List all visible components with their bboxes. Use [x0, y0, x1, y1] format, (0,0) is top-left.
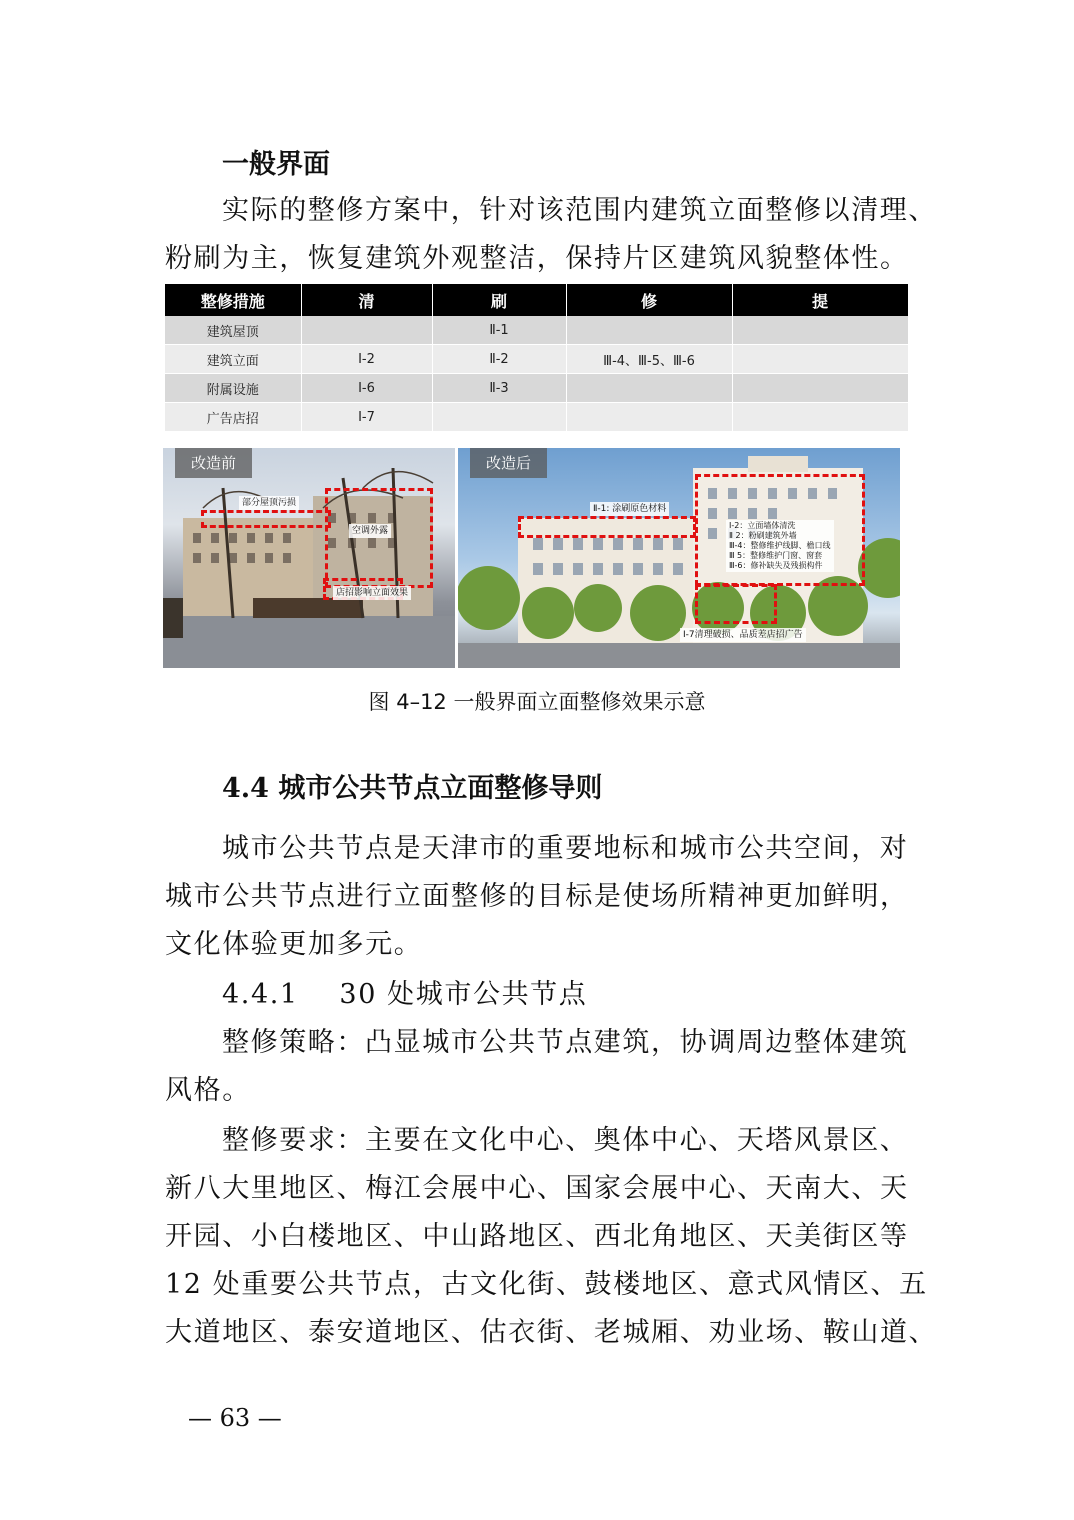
table-cell: [732, 374, 908, 403]
intro-line-2: 粉刷为主，恢复建筑外观整洁，保持片区建筑风貌整体性。: [165, 243, 909, 274]
table-row: [165, 403, 908, 432]
after-note-facade-line: Ⅲ-4：整修维护线脚、檐口线: [729, 541, 831, 550]
before-ac-highlight: [325, 488, 433, 588]
table-cell: [566, 403, 732, 432]
requirements-line-5: 大道地区、泰安道地区、估衣街、老城厢、劝业场、鞍山道、: [165, 1317, 938, 1348]
para1-line-3: 文化体验更加多元。: [165, 929, 423, 960]
intro-line-1: 实际的整修方案中，针对该范围内建筑立面整修以清理、: [222, 195, 937, 226]
section-4-4-heading: 4.4 城市公共节点立面整修导则: [222, 773, 603, 804]
table-cell: [732, 316, 908, 345]
table-row: [165, 316, 908, 345]
table-cell: Ⅱ-1: [432, 316, 566, 345]
table-cell: 建筑立面: [165, 345, 301, 374]
strategy-line-2: 风格。: [165, 1075, 251, 1106]
table-cell: 广告店招: [165, 403, 301, 432]
table-cell: [732, 345, 908, 374]
before-photo: [163, 448, 455, 668]
table-header: 提: [732, 284, 908, 316]
after-photo: [458, 448, 900, 668]
before-note-sign: 店招影响立面效果: [333, 586, 411, 600]
table-cell: Ⅱ-3: [432, 374, 566, 403]
table-row: [165, 345, 908, 374]
table-row: [165, 374, 908, 403]
table-cell: [432, 403, 566, 432]
table-cell: 建筑屋顶: [165, 316, 301, 345]
table-cell: [732, 403, 908, 432]
section-heading: 一般界面: [222, 149, 330, 180]
figure-caption: 图 4–12 一般界面立面整修效果示意: [368, 690, 706, 714]
para1-line-1: 城市公共节点是天津市的重要地标和城市公共空间，对: [222, 833, 909, 864]
table-header: 修: [566, 284, 732, 316]
table-cell: [566, 374, 732, 403]
after-ground-highlight: [695, 584, 777, 624]
before-label: 改造前: [175, 448, 252, 478]
table-header: 刷: [432, 284, 566, 316]
table-header: 清: [301, 284, 432, 316]
after-note-facade-line: Ⅰ-2：立面墙体清洗: [729, 521, 796, 530]
after-roof-highlight: [518, 516, 696, 538]
para1-line-2: 城市公共节点进行立面整修的目标是使场所精神更加鲜明，: [165, 881, 909, 912]
strategy-line-1: 整修策略：凸显城市公共节点建筑，协调周边整体建筑: [222, 1027, 909, 1058]
measures-table: [165, 284, 909, 432]
table-cell: Ⅲ-4、Ⅲ-5、Ⅲ-6: [566, 345, 732, 374]
requirements-line-1: 整修要求：主要在文化中心、奥体中心、天塔风景区、: [222, 1125, 909, 1156]
after-note-facade-line: Ⅱ 2：粉刷建筑外墙: [729, 531, 797, 540]
table-cell: [566, 316, 732, 345]
after-note-facade: [726, 520, 834, 572]
after-note-ground: Ⅰ-7清理破损、品质差店招广告: [680, 628, 806, 642]
page-number: — 63 —: [188, 1404, 282, 1432]
table-cell: Ⅰ-2: [301, 345, 432, 374]
table-cell: Ⅰ-7: [301, 403, 432, 432]
table-header: 整修措施: [165, 284, 301, 316]
requirements-line-2: 新八大里地区、梅江会展中心、国家会展中心、天南大、天: [165, 1173, 909, 1204]
table-cell: [301, 316, 432, 345]
requirements-line-3: 开园、小白楼地区、中山路地区、西北角地区、天美街区等: [165, 1221, 909, 1252]
table-header-row: [165, 284, 908, 316]
before-note-roof: 部分屋顶污损: [239, 496, 299, 510]
table-cell: Ⅰ-6: [301, 374, 432, 403]
after-label: 改造后: [470, 448, 547, 478]
requirements-line-4: 12 处重要公共节点，古文化街、鼓楼地区、意式风情区、五: [165, 1269, 928, 1300]
after-note-facade-line: Ⅲ 5：整修维护门窗、窗套: [729, 551, 823, 560]
after-note-facade-line: Ⅲ-6：修补缺失及残损构件: [729, 561, 823, 570]
before-note-ac: 空调外露: [349, 524, 391, 538]
before-roof-highlight: [201, 510, 331, 528]
table-cell: 附属设施: [165, 374, 301, 403]
after-note-roof: Ⅱ-1: 涂刷原色材料: [590, 502, 669, 516]
table-cell: Ⅱ-2: [432, 345, 566, 374]
subheading-4-4-1: 4.4.1 30 处城市公共节点: [222, 979, 588, 1010]
